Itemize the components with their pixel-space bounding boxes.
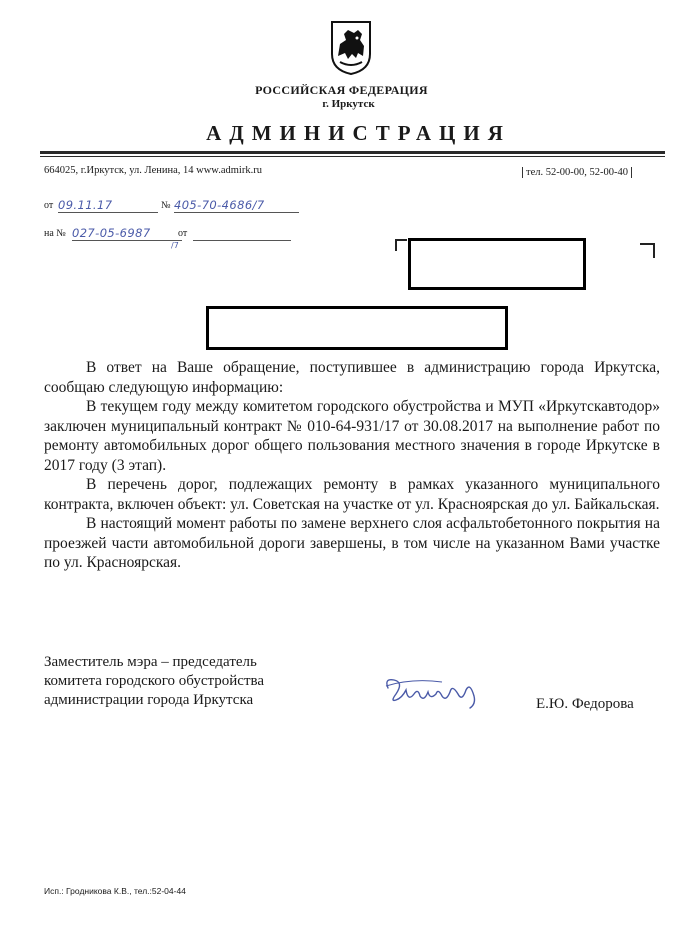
irkutsk-coat-of-arms-emblem: [330, 20, 372, 76]
date-label: от: [44, 200, 54, 211]
city-name: г. Иркутск: [322, 98, 375, 110]
redacted-salutation-box: [206, 306, 508, 350]
outgoing-number-label: №: [161, 200, 171, 211]
reference-date-label: от: [178, 228, 188, 239]
organization-address: 664025, г.Иркутск, ул. Ленина, 14 www.admirk.ru: [44, 165, 262, 176]
document-date: 09.11.17: [58, 198, 113, 212]
signatory-title: [44, 653, 264, 710]
handwritten-signature: [382, 672, 482, 714]
country-name: РОССИЙСКАЯ ФЕДЕРАЦИЯ: [255, 83, 428, 97]
header-rule-thick: [40, 151, 665, 154]
body-paragraph: В ответ на Ваше обращение, поступившее в администрацию города Иркутска, сообщаю следующую информацию:: [44, 359, 660, 396]
organization-title: АДМИНИСТРАЦИЯ: [206, 121, 511, 145]
signatory-title-line: Заместитель мэра – председатель: [44, 654, 257, 670]
reference-date-line: [193, 227, 291, 241]
reference-number: 027-05-6987: [72, 226, 151, 240]
body-paragraph: В перечень дорог, подлежащих ремонту в рамках указанного муниципального контракта, включен объект: ул. Советская на участке от ул. Красноярская до ул. Байкальская.: [44, 476, 660, 513]
reference-number-suffix: /7: [171, 241, 179, 250]
redacted-addressee-box: [408, 238, 586, 290]
addressee-corner-mark-right: [640, 243, 655, 258]
reference-label: на №: [44, 228, 66, 239]
signatory-name: Е.Ю. Федорова: [536, 696, 634, 712]
body-paragraph: В настоящий момент работы по замене верхнего слоя асфальтобетонного покрытия на проезжей части автомобильной дороги завершены, в том числе на указанном Вами участке по ул. Красноярская.: [44, 515, 660, 571]
letter-body: [44, 358, 660, 573]
body-paragraph: В текущем году между комитетом городского обустройства и МУП «Иркутскавтодор» заключен муниципальный контракт № 010-64-931/17 от 30.08.2017 на выполнение работ по ремонту автомобильных дорог общего пользования местного значения в городе Иркутске в 2017 году (3 этап).: [44, 398, 660, 474]
signatory-title-line: администрации города Иркутска: [44, 692, 254, 708]
header-rule-thin: [40, 156, 665, 157]
outgoing-number: 405-70-4686/7: [174, 198, 265, 212]
executor-info: Исп.: Гродникова К.В., тел.:52-04-44: [44, 886, 186, 896]
signatory-title-line: комитета городского обустройства: [44, 673, 265, 689]
addressee-corner-mark-left: [395, 239, 407, 251]
organization-phone: тел. 52-00-00, 52-00-40: [522, 167, 632, 178]
